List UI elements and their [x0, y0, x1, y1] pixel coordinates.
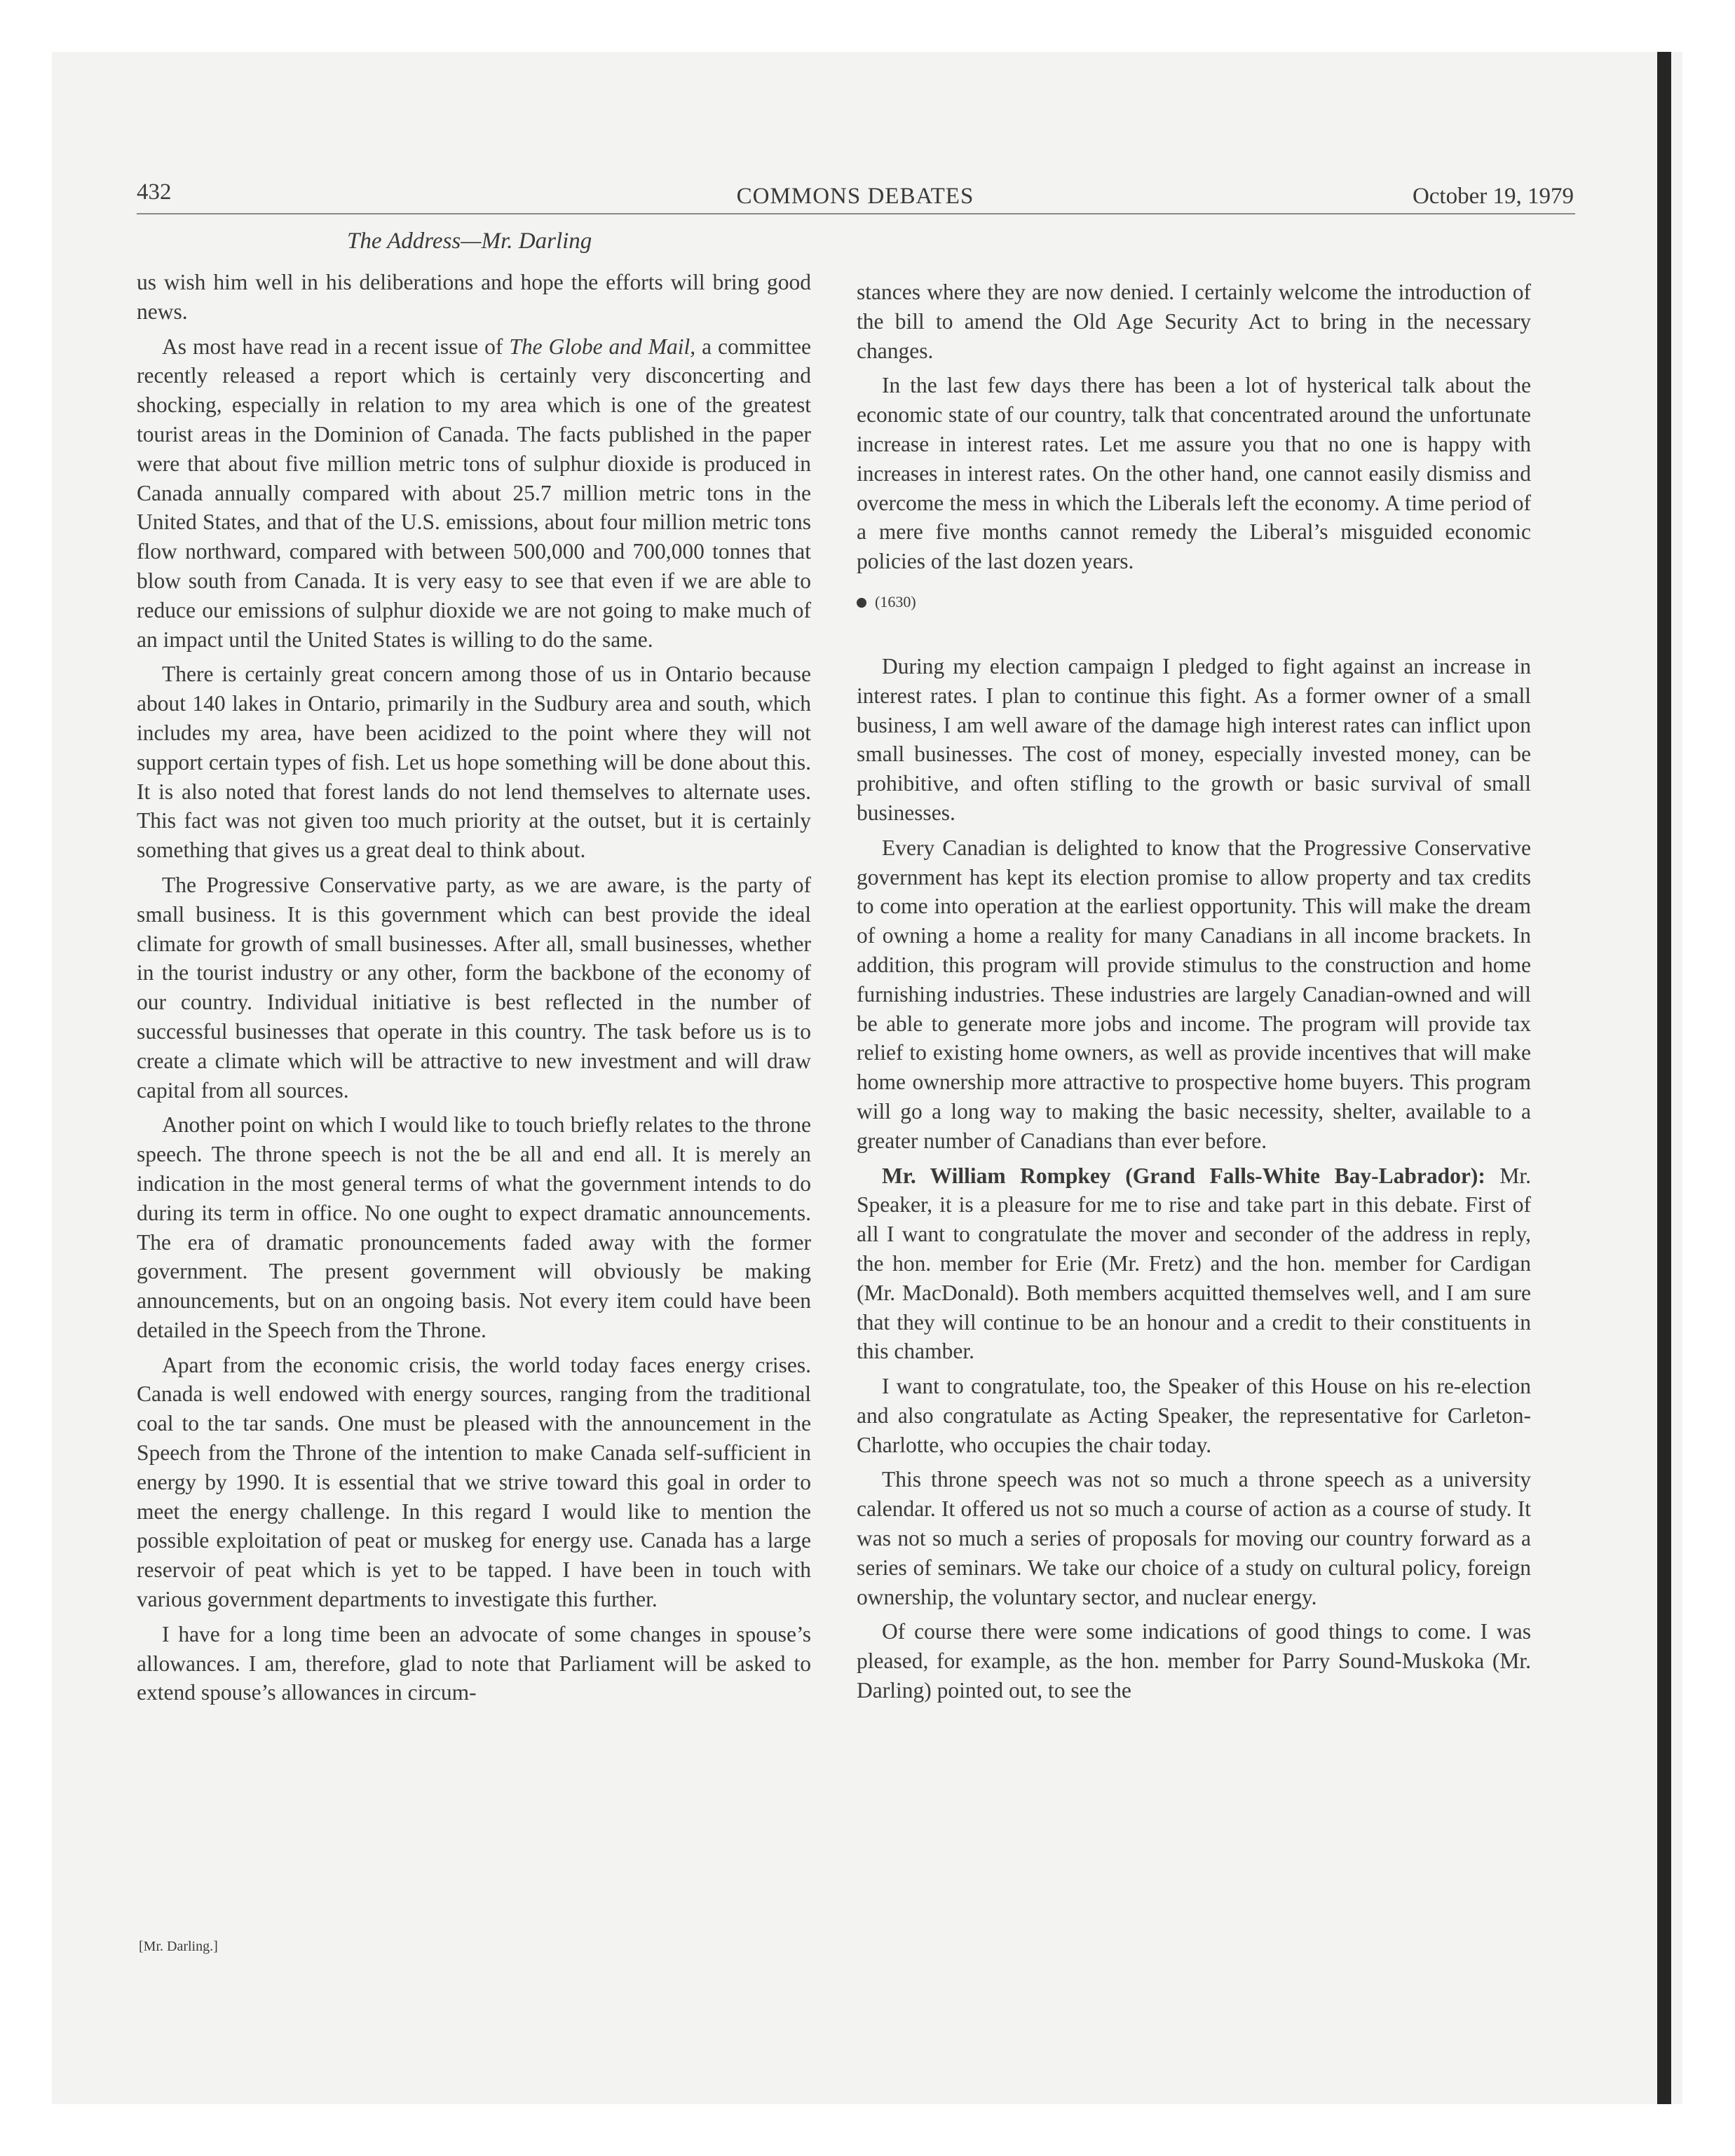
journal-title: COMMONS DEBATES — [736, 184, 974, 209]
paragraph — [857, 1161, 1531, 1367]
footer-note: [Mr. Darling.] — [139, 1939, 218, 1954]
paragraph: In the last few days there has been a lot of hysterical talk about the economic state of our country, talk that concentrated around the unfortunate increase in interest rates. Let me assure you that no one is happy with increases in interest rates. On the other hand, one cannot easily dismiss and overcome the mess in which the Liberals left the economy. A time period of a mere five months cannot remedy the Liberal’s misguided economic policies of the last dozen years. — [857, 373, 1531, 574]
time-stamp — [857, 592, 1531, 613]
paragraph: Every Canadian is delighted to know that the Progressive Conservative government has kept its election promise to allow property and tax credits to come into operation at the earliest opportunity. This will make the dream of owning a home a reality for many Canadians in all income brackets. In addition, this program will provide stimulus to the construction and home furnishing industries. These industries are largely Canadian-owned and will be able to generate more jobs and income. The program will provide tax relief to existing home owners, as well as provide incentives that will make home ownership more attractive to prospective home buyers. This program will go a long way to making the basic necessity, shelter, available to a greater number of Canadians than ever before. — [857, 835, 1531, 1153]
time-stamp-text: (1630) — [875, 592, 916, 610]
paragraph: I have for a long time been an advocate of some changes in spouse’s allowances. I am, therefore, glad to note that Parliament will be asked to extend spouse’s allowances in circum- — [137, 1621, 811, 1705]
paragraph-text: As most have read in a recent issue of — [162, 334, 510, 359]
header-date: October 19, 1979 — [1412, 184, 1574, 209]
speaker-name: Mr. William Rompkey (Grand Falls-White Bay-Labrador): — [882, 1163, 1485, 1188]
header-rule — [137, 213, 1575, 214]
scan-edge-shadow — [1657, 52, 1671, 2104]
paragraph: us wish him well in his deliberations and hope the efforts will bring good news. — [137, 270, 811, 324]
paragraph: Another point on which I would like to touch briefly relates to the throne speech. The throne speech is not the be all and end all. It is merely an indication in the most general terms of what the government intends to do during its term in office. No one ought to expect dramatic announcements. The era of dramatic pronouncements faded away with the former government. The present government will obviously be making announcements, but on an ongoing basis. Not every item could have been detailed in the Speech from the Throne. — [137, 1112, 811, 1342]
paragraph: During my election campaign I pledged to fight against an increase in interest rates. I plan to continue this fight. As a former owner of a small business, I am well aware of the damage high interest rates can inflict upon small businesses. The cost of money, especially invested money, can be prohibitive, and often stifling to the growth or basic survival of small businesses. — [857, 653, 1531, 825]
paragraph: There is certainly great concern among those of us in Ontario because about 140 lakes in Ontario, primarily in the Sudbury area and south, which includes my area, have been acidized to the point where they will not support certain types of fish. Let us hope something will be done about this. It is also noted that forest lands do not lend themselves to alternate uses. This fact was not given too much priority at the outset, but it is certainly something that gives us a great deal to think about. — [137, 662, 811, 863]
paragraph: I want to congratulate, too, the Speaker of this House on his re-election and also congratulate as Acting Speaker, the representative for Carleton-Charlotte, who occupies the chair today. — [857, 1374, 1531, 1457]
paragraph: Of course there were some indications of good things to come. I was pleased, for example, as the hon. member for Parry Sound-Muskoka (Mr. Darling) pointed out, to see the — [857, 1619, 1531, 1703]
paragraph: stances where they are now denied. I certainly welcome the introduction of the bill to amend the Old Age Security Act to bring in the necessary changes. — [857, 280, 1531, 363]
paragraph: This throne speech was not so much a throne speech as a university calendar. It offered us not so much a course of action as a course of study. It was not so much a series of proposals for moving our country forward as a series of seminars. We take our choice of a study on cultural policy, foreign ownership, the voluntary sector, and nuclear energy. — [857, 1467, 1531, 1609]
left-column — [137, 268, 811, 1713]
right-column — [857, 278, 1531, 1711]
running-head: The Address—Mr. Darling — [347, 228, 592, 254]
page-number: 432 — [137, 179, 172, 205]
paragraph-text: Mr. Speaker, it is a pleasure for me to rise and take part in this debate. First of all I want to congratulate the mover and seconder of the address in reply, the hon. member for Erie (Mr. Fretz) and the hon. member for Cardigan (Mr. MacDonald). Both members acquitted themselves well, and I am sure that they will continue to be an honour and a credit to their constituents in this chamber. — [857, 1163, 1531, 1364]
bullet-icon — [857, 598, 866, 608]
paragraph: Apart from the economic crisis, the world today faces energy crises. Canada is well endowed with energy sources, ranging from the traditional coal to the tar sands. One must be pleased with the announcement in the Speech from the Throne of the intention to make Canada self-sufficient in energy by 1990. It is essential that we strive toward this goal in order to meet the energy challenge. In this regard I would like to mention the possible exploitation of peat or muskeg for energy use. Canada has a large reservoir of peat which is yet to be tapped. I have been in touch with various government departments to investigate this further. — [137, 1352, 811, 1612]
paragraph-text: a committee recently released a report which is certainly very disconcerting and shocking, especially in relation to my area which is one of the greatest tourist areas in the Dominion of Canada. The facts published in the paper were that about five million metric tons of sulphur dioxide is produced in Canada annually compared with about 25.7 million metric tons in the United States, and that of the U.S. emissions, about four million metric tons flow northward, compared with between 500,000 and 700,000 tonnes that blow south from Canada. It is very easy to see that even if we are able to reduce our emissions of sulphur dioxide we are not going to make much of an impact until the United States is willing to do the same. — [137, 334, 811, 652]
paragraph — [137, 332, 811, 655]
newspaper-title: The Globe and Mail, — [509, 334, 696, 359]
page-header — [137, 181, 1574, 212]
paragraph: The Progressive Conservative party, as we are aware, is the party of small business. It is this government which can best provide the ideal climate for growth of small businesses. After all, small businesses, whether in the tourist industry or any other, form the backbone of the economy of our country. Individual initiative is best reflected in the number of successful businesses that operate in this country. The task before us is to create a climate which will be attractive to new investment and will draw capital from all sources. — [137, 872, 811, 1103]
